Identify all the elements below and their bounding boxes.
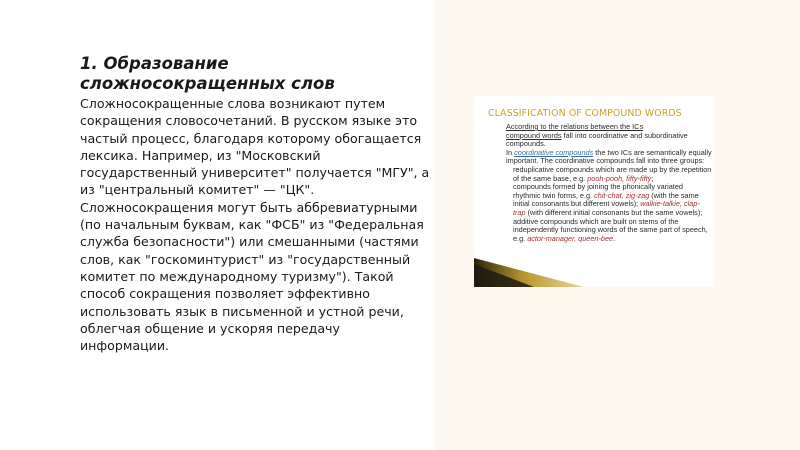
slide-text: the two ICs are semantically equally important. The coordinative compounds fall into three groups: — [506, 147, 712, 166]
slide-example: chit-chat, zig-zag — [594, 190, 650, 200]
slide-text: ; — [651, 173, 654, 183]
slide-text: According to the relations between the ICs — [506, 122, 644, 131]
slide-image — [474, 96, 714, 287]
slide-paragraph-5 — [513, 218, 712, 244]
slide-term: compound words — [506, 130, 562, 140]
heading-line-2: сложносокращенных слов — [80, 74, 335, 93]
slide-title: CLASSIFICATION OF COMPOUND WORDS — [488, 108, 682, 119]
slide-body — [506, 123, 712, 243]
slide-text: . — [613, 233, 616, 243]
slide-example: pooh-pooh, fifty-fifty — [587, 173, 652, 183]
slide-text: In — [506, 147, 515, 157]
body-paragraph: Сложносокращенные слова возникают путем сокращения словосочетаний. В русском языке это частый процесс, благодаря которому обогащается лексика. Например, из "Московский государственный университет" получается "МГУ", а из "центральный комитет" — "ЦК". Сложносокращения могут быть аббревиатурными (по начальным буквам, как "ФСБ" из "Федеральная служба безопасности") или смешанными (частями слов, как "госкоминтурист" из "государственный комитет по международному туризму"). Такой способ сокращения позволяет эффективно использовать язык в письменной и устной речи, облегчая общение и ускоряя передачу информации. — [80, 96, 430, 354]
slide-text: fall into coordinative and subordinative compounds. — [506, 130, 688, 149]
section-heading — [80, 54, 420, 94]
slide-text: (with different initial consonants but the same vowels); — [525, 207, 703, 217]
slide-text: reduplicative compounds which are made up by the repetition of the same base, e.g. — [513, 164, 712, 183]
slide-paragraph-1 — [506, 123, 712, 149]
slide-term-link: coordinative compounds — [514, 147, 594, 157]
slide-text: (with the same initial consonants but different vowels); — [513, 190, 699, 209]
slide-text: compounds formed by joining the phonically variated rhythmic twin forms, e.g. — [513, 182, 683, 200]
slide-example: actor-manager, queen-bee — [527, 233, 614, 243]
slide-paragraph-3 — [513, 166, 712, 183]
slide-text: additive compounds which are built on stems of the independently functioning words of the same part of speech, e.g. — [513, 216, 708, 243]
heading-line-1: 1. Образование — [80, 54, 229, 73]
slide-paragraph-2 — [506, 149, 712, 166]
slide-paragraph-4 — [513, 183, 712, 217]
slide-example: walkie-talkie, clap-trap — [513, 199, 700, 217]
